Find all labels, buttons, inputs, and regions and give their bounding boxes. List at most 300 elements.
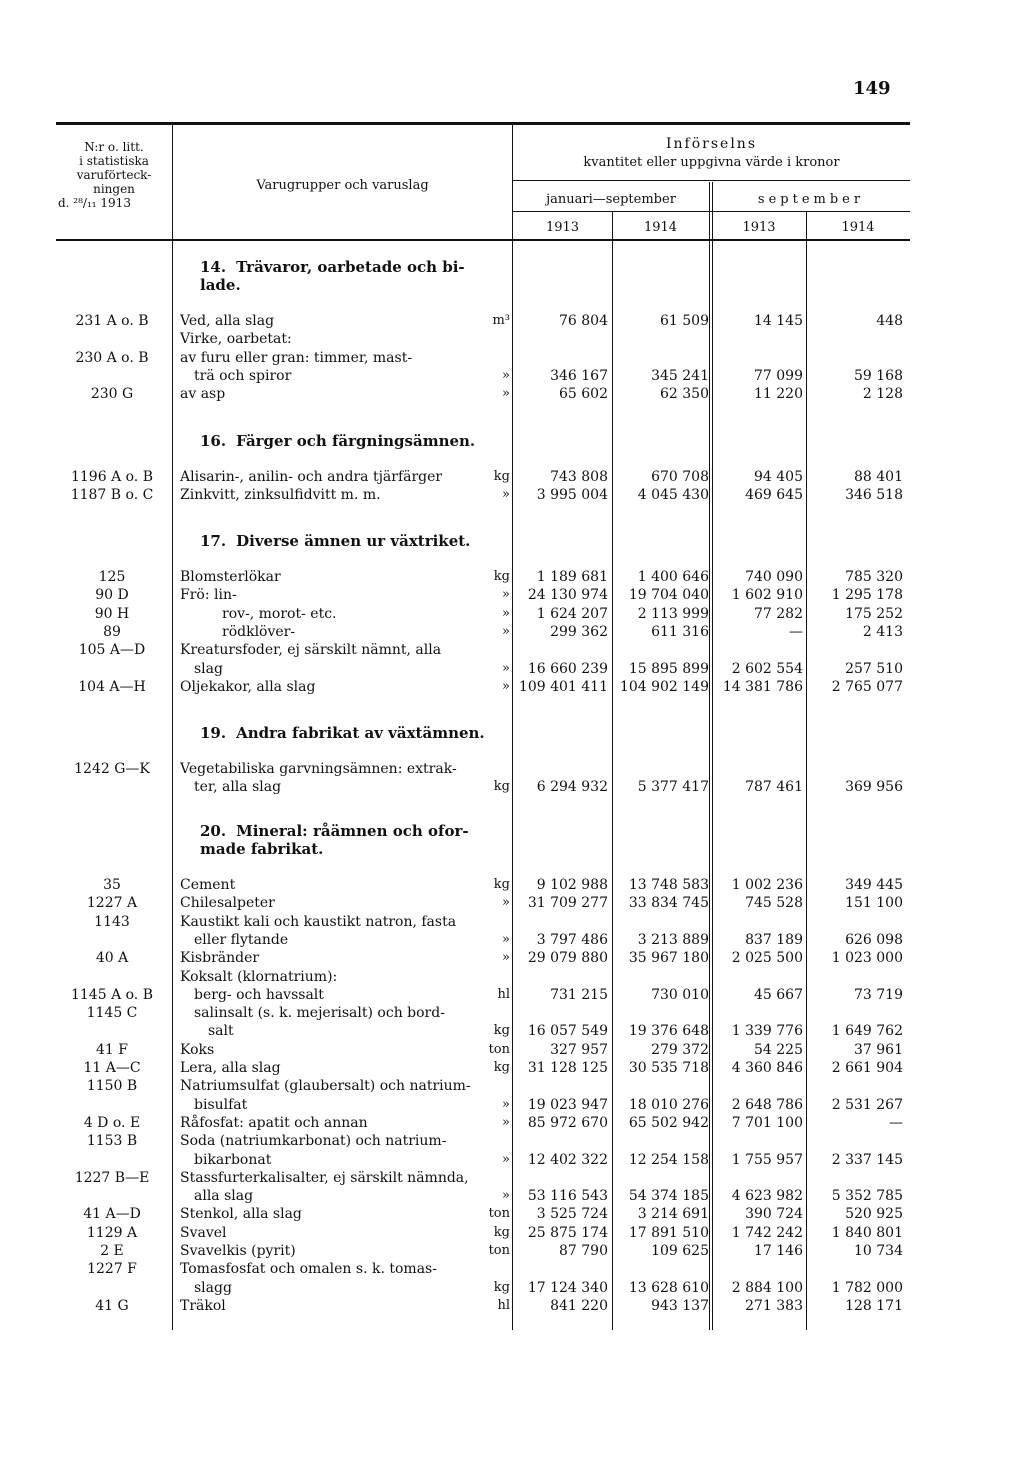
table-row bbox=[0, 1041, 1024, 1059]
row-unit: ton bbox=[488, 1206, 510, 1222]
value-cell: 24 130 974 bbox=[527, 587, 608, 604]
section-title: Mineral: råämnen och ofor- bbox=[236, 822, 469, 840]
value-cell: 104 902 149 bbox=[619, 678, 709, 695]
value-cell: 2 765 077 bbox=[831, 678, 903, 695]
value-cell: 18 010 276 bbox=[628, 1096, 709, 1113]
row-description bbox=[180, 1297, 480, 1315]
row-description bbox=[194, 367, 480, 385]
table-row bbox=[0, 1187, 1024, 1205]
value-cell: 6 294 932 bbox=[536, 779, 608, 796]
table-row bbox=[0, 949, 1024, 967]
row-label: av furu eller gran: timmer, mast- bbox=[180, 350, 415, 366]
row-unit: » bbox=[502, 660, 510, 676]
row-label: salt bbox=[208, 1023, 237, 1039]
table-row bbox=[0, 678, 1024, 696]
value-cell: 1 002 236 bbox=[731, 877, 803, 893]
header-bottom-rule bbox=[56, 239, 910, 241]
value-cell: 94 405 bbox=[754, 469, 803, 485]
row-label: Träkol bbox=[180, 1298, 229, 1314]
table-row bbox=[0, 1022, 1024, 1040]
value-cell: 109 401 411 bbox=[518, 678, 608, 695]
row-description bbox=[180, 1224, 480, 1242]
value-cell: 65 602 bbox=[559, 386, 608, 403]
row-label: alla slag bbox=[194, 1188, 256, 1204]
value-cell: 35 967 180 bbox=[628, 950, 709, 967]
header-import-title: Införselns bbox=[666, 136, 757, 152]
row-description bbox=[180, 385, 480, 403]
row-unit: kg bbox=[493, 1023, 510, 1039]
value-cell: 4 360 846 bbox=[731, 1060, 803, 1076]
table-row bbox=[0, 1297, 1024, 1315]
value-cell: 16 660 239 bbox=[527, 660, 608, 677]
row-label: rödklöver- bbox=[222, 624, 298, 640]
row-unit: » bbox=[502, 895, 510, 911]
row-code: 230 G bbox=[90, 386, 134, 403]
value-cell: 30 535 718 bbox=[628, 1060, 709, 1076]
dot-leader bbox=[194, 673, 480, 674]
value-cell: 19 023 947 bbox=[527, 1096, 608, 1113]
row-code: 1150 B bbox=[86, 1078, 138, 1095]
row-label: Cement bbox=[180, 877, 238, 893]
row-unit: » bbox=[502, 950, 510, 966]
value-cell: 76 804 bbox=[559, 313, 608, 329]
row-label: Alisarin-, anilin- och andra tjärfärger bbox=[180, 469, 445, 485]
table-row bbox=[0, 1205, 1024, 1223]
row-unit: kg bbox=[493, 1224, 510, 1240]
section-heading bbox=[200, 822, 515, 858]
row-description bbox=[194, 778, 480, 796]
value-cell: 109 625 bbox=[651, 1243, 709, 1259]
row-code: 230 A o. B bbox=[75, 349, 149, 366]
header-import-subtitle: kvantitet eller uppgivna värde i kronor bbox=[583, 155, 840, 170]
table-row bbox=[0, 349, 1024, 367]
table-row bbox=[0, 385, 1024, 403]
header-ref-line: i statistiska bbox=[79, 154, 149, 168]
row-description bbox=[180, 1260, 480, 1278]
header-year: 1913 bbox=[545, 220, 580, 235]
value-cell: 1 400 646 bbox=[637, 569, 709, 585]
row-label: rov-, morot- etc. bbox=[222, 606, 340, 622]
section-number: 19. bbox=[200, 724, 227, 742]
value-cell: 61 509 bbox=[660, 313, 709, 329]
section-number: 14. bbox=[200, 258, 227, 276]
row-description bbox=[180, 349, 480, 367]
row-description bbox=[180, 913, 480, 931]
value-cell: 2 648 786 bbox=[731, 1096, 803, 1113]
row-unit: kg bbox=[493, 1279, 510, 1295]
row-description bbox=[194, 1004, 480, 1022]
value-cell: 369 956 bbox=[845, 779, 903, 796]
row-unit: ton bbox=[488, 1243, 510, 1258]
table-row bbox=[0, 568, 1024, 586]
row-label: ter, alla slag bbox=[194, 779, 284, 795]
value-cell: 17 891 510 bbox=[628, 1224, 709, 1241]
section-number: 17. bbox=[200, 532, 227, 550]
row-description bbox=[208, 1022, 480, 1040]
header-ref-line: d. ²⁸/₁₁ 1913 bbox=[58, 196, 131, 210]
row-unit: » bbox=[502, 605, 510, 621]
value-cell: 17 124 340 bbox=[527, 1279, 608, 1296]
table-row bbox=[0, 968, 1024, 986]
page-number: 149 bbox=[853, 78, 891, 99]
table-row bbox=[0, 1242, 1024, 1260]
row-label: Natriumsulfat (glaubersalt) och natrium- bbox=[180, 1078, 474, 1094]
value-cell: 271 383 bbox=[745, 1297, 803, 1314]
row-description bbox=[180, 1205, 480, 1223]
table-row bbox=[0, 986, 1024, 1004]
row-label: Svavel bbox=[180, 1225, 230, 1241]
value-cell: 4 623 982 bbox=[731, 1188, 803, 1205]
value-cell: 77 282 bbox=[754, 605, 803, 622]
section-number: 16. bbox=[200, 432, 227, 450]
value-cell: 841 220 bbox=[550, 1297, 608, 1314]
row-label: Svavelkis (pyrit) bbox=[180, 1243, 299, 1259]
row-code: 1242 G—K bbox=[74, 761, 150, 777]
row-unit: » bbox=[502, 1096, 510, 1112]
value-cell: 128 171 bbox=[845, 1297, 903, 1314]
row-description bbox=[180, 312, 480, 330]
value-cell: 45 667 bbox=[754, 986, 803, 1003]
row-code: 1129 A bbox=[86, 1224, 138, 1241]
row-description bbox=[180, 949, 480, 967]
value-cell: — bbox=[889, 1114, 903, 1131]
table-row bbox=[0, 876, 1024, 894]
row-unit: hl bbox=[497, 986, 510, 1002]
header-ref-line: ningen bbox=[93, 182, 135, 196]
row-label: Blomsterlökar bbox=[180, 569, 284, 585]
value-cell: 2 413 bbox=[862, 623, 903, 640]
value-cell: 1 339 776 bbox=[731, 1023, 803, 1040]
row-unit: kg bbox=[493, 779, 510, 795]
row-code: 90 D bbox=[95, 587, 129, 604]
value-cell: 19 704 040 bbox=[628, 587, 709, 604]
import-subheader-rule bbox=[513, 180, 910, 181]
section-title: made fabrikat. bbox=[200, 840, 324, 858]
row-code: 104 A—H bbox=[78, 678, 146, 695]
row-unit: hl bbox=[497, 1297, 510, 1313]
value-cell: 73 719 bbox=[854, 986, 903, 1003]
value-cell: 14 381 786 bbox=[722, 678, 803, 695]
header-desc-col: Varugrupper och varuslag bbox=[256, 178, 429, 193]
value-cell: 53 116 543 bbox=[527, 1188, 608, 1205]
value-cell: 3 525 724 bbox=[536, 1206, 608, 1223]
value-cell: 3 995 004 bbox=[536, 487, 608, 504]
row-unit: kg bbox=[493, 469, 510, 484]
row-unit: kg bbox=[493, 877, 510, 892]
value-cell: 17 146 bbox=[754, 1243, 803, 1259]
value-cell: 12 402 322 bbox=[527, 1151, 608, 1168]
row-description bbox=[194, 986, 480, 1004]
value-cell: 2 602 554 bbox=[731, 660, 803, 677]
row-description bbox=[180, 1041, 480, 1059]
table-row bbox=[0, 931, 1024, 949]
value-cell: 2 025 500 bbox=[731, 950, 803, 967]
table-row bbox=[0, 367, 1024, 385]
row-description bbox=[222, 623, 480, 641]
value-cell: 4 045 430 bbox=[637, 487, 709, 504]
section-number: 20. bbox=[200, 822, 227, 840]
table-row bbox=[0, 586, 1024, 604]
row-description bbox=[180, 1059, 480, 1077]
row-label: Stassfurterkalisalter, ej särskilt nämnda, bbox=[180, 1170, 472, 1186]
row-label: salinsalt (s. k. mejerisalt) och bord- bbox=[194, 1005, 448, 1021]
value-cell: 943 137 bbox=[651, 1297, 709, 1314]
row-unit: kg bbox=[493, 569, 510, 584]
value-cell: 1 840 801 bbox=[831, 1224, 903, 1241]
row-code: 89 bbox=[103, 623, 121, 640]
row-label: berg- och havssalt bbox=[194, 987, 327, 1003]
value-cell: 390 724 bbox=[745, 1206, 803, 1223]
row-code: 2 E bbox=[100, 1243, 124, 1259]
value-cell: 1 624 207 bbox=[536, 605, 608, 622]
value-cell: 25 875 174 bbox=[527, 1224, 608, 1241]
value-cell: 33 834 745 bbox=[628, 895, 709, 912]
header-period-sep: september bbox=[757, 192, 865, 207]
value-cell: 299 362 bbox=[550, 623, 608, 640]
value-cell: 88 401 bbox=[854, 469, 903, 485]
row-code: 41 F bbox=[96, 1041, 128, 1058]
value-cell: 743 808 bbox=[550, 469, 608, 485]
value-cell: 151 100 bbox=[845, 895, 903, 912]
value-cell: 745 528 bbox=[745, 895, 803, 912]
row-code: 1227 B—E bbox=[74, 1169, 150, 1186]
row-description bbox=[194, 1096, 480, 1114]
value-cell: 469 645 bbox=[745, 487, 803, 504]
value-cell: 2 661 904 bbox=[831, 1060, 903, 1076]
row-description bbox=[194, 1279, 480, 1297]
row-label: Ved, alla slag bbox=[180, 313, 277, 329]
section-heading bbox=[200, 724, 515, 742]
value-cell: 448 bbox=[876, 313, 903, 329]
table-row bbox=[0, 486, 1024, 504]
value-cell: 31 709 277 bbox=[527, 895, 608, 912]
value-cell: 730 010 bbox=[651, 986, 709, 1003]
row-code: 1227 A bbox=[86, 895, 138, 912]
row-code: 1153 B bbox=[86, 1133, 138, 1150]
value-cell: 327 957 bbox=[550, 1041, 608, 1058]
table-row bbox=[0, 1151, 1024, 1169]
row-description bbox=[180, 894, 480, 912]
table-row bbox=[0, 760, 1024, 778]
row-label: Zinkvitt, zinksulfidvitt m. m. bbox=[180, 487, 384, 503]
value-cell: 11 220 bbox=[754, 386, 803, 403]
row-code: 40 A bbox=[95, 950, 129, 967]
value-cell: 670 708 bbox=[651, 469, 709, 485]
row-label: Råfosfat: apatit och annan bbox=[180, 1115, 371, 1131]
value-cell: 13 628 610 bbox=[628, 1279, 709, 1296]
value-cell: 12 254 158 bbox=[628, 1151, 709, 1168]
dot-leader bbox=[194, 1292, 480, 1293]
row-unit: » bbox=[502, 1151, 510, 1167]
value-cell: 1 742 242 bbox=[731, 1224, 803, 1241]
value-cell: 349 445 bbox=[845, 877, 903, 893]
value-cell: 626 098 bbox=[845, 931, 903, 948]
table-row bbox=[0, 1004, 1024, 1022]
value-cell: 13 748 583 bbox=[628, 877, 709, 893]
row-description bbox=[194, 931, 480, 949]
row-code: 1187 B o. C bbox=[70, 487, 154, 504]
row-description bbox=[180, 1242, 480, 1260]
row-unit: » bbox=[502, 386, 510, 402]
row-label: Tomasfosfat och omalen s. k. tomas- bbox=[180, 1261, 440, 1277]
header-year: 1913 bbox=[742, 220, 776, 235]
section-heading bbox=[200, 432, 515, 450]
table-row bbox=[0, 1096, 1024, 1114]
value-cell: 1 023 000 bbox=[831, 950, 903, 967]
value-cell: 346 518 bbox=[845, 487, 903, 504]
value-cell: 54 225 bbox=[754, 1041, 803, 1058]
value-cell: 14 145 bbox=[754, 313, 803, 329]
row-label: Virke, oarbetat: bbox=[180, 331, 295, 347]
value-cell: 15 895 899 bbox=[628, 660, 709, 677]
section-heading bbox=[200, 532, 515, 550]
table-row bbox=[0, 623, 1024, 641]
value-cell: 1 649 762 bbox=[831, 1023, 903, 1040]
row-unit: » bbox=[502, 623, 510, 639]
value-cell: 3 214 691 bbox=[637, 1206, 709, 1223]
row-unit: » bbox=[502, 1114, 510, 1130]
row-description bbox=[180, 1169, 480, 1187]
table-row bbox=[0, 894, 1024, 912]
row-description bbox=[180, 468, 480, 486]
header-ref-line: N:r o. litt. bbox=[84, 140, 144, 154]
value-cell: 2 337 145 bbox=[831, 1151, 903, 1168]
value-cell: 611 316 bbox=[651, 623, 709, 640]
table-row bbox=[0, 1260, 1024, 1278]
header-ref-line: varuförteck- bbox=[76, 168, 152, 182]
row-label: bisulfat bbox=[194, 1097, 250, 1113]
header-year: 1914 bbox=[841, 220, 875, 235]
row-code: 90 H bbox=[94, 605, 130, 622]
value-cell: 731 215 bbox=[550, 986, 608, 1003]
row-description bbox=[180, 1077, 480, 1095]
row-unit: m³ bbox=[492, 313, 510, 328]
row-unit: » bbox=[502, 931, 510, 947]
row-label: Oljekakor, alla slag bbox=[180, 679, 318, 695]
row-code: 1227 F bbox=[87, 1261, 137, 1278]
row-label: Stenkol, alla slag bbox=[180, 1206, 305, 1222]
value-cell: 257 510 bbox=[845, 660, 903, 677]
row-code: 105 A—D bbox=[78, 642, 146, 659]
value-cell: 3 213 889 bbox=[637, 931, 709, 948]
value-cell: 175 252 bbox=[845, 605, 903, 622]
value-cell: 2 113 999 bbox=[637, 605, 709, 622]
section-heading bbox=[200, 258, 515, 294]
row-label: av asp bbox=[180, 386, 228, 402]
row-code: 231 A o. B bbox=[75, 313, 149, 329]
section-title: Färger och färgningsämnen. bbox=[236, 432, 476, 450]
value-cell: 837 189 bbox=[745, 931, 803, 948]
row-code: 1145 A o. B bbox=[70, 986, 153, 1003]
row-code: 1196 A o. B bbox=[70, 469, 153, 485]
value-cell: 2 128 bbox=[862, 386, 903, 403]
row-code: 41 G bbox=[95, 1297, 129, 1314]
row-label: Kreatursfoder, ej särskilt nämnt, alla bbox=[180, 642, 444, 658]
row-code: 1143 bbox=[94, 913, 130, 930]
table-row bbox=[0, 1114, 1024, 1132]
row-description bbox=[180, 586, 480, 604]
value-cell: 37 961 bbox=[854, 1041, 903, 1058]
table-row bbox=[0, 330, 1024, 348]
row-code: 1145 C bbox=[86, 1005, 138, 1022]
table-row bbox=[0, 312, 1024, 330]
section-title: lade. bbox=[200, 276, 241, 294]
value-cell: 1 782 000 bbox=[831, 1279, 903, 1296]
row-label: Vegetabiliska garvningsämnen: extrak- bbox=[180, 761, 460, 777]
row-label: slag bbox=[194, 661, 226, 677]
row-code: 125 bbox=[98, 569, 126, 585]
row-label: Chilesalpeter bbox=[180, 895, 278, 911]
value-cell: 62 350 bbox=[660, 386, 709, 403]
value-cell: 3 797 486 bbox=[536, 931, 608, 948]
row-label: Soda (natriumkarbonat) och natrium- bbox=[180, 1133, 449, 1149]
row-label: Koks bbox=[180, 1042, 217, 1058]
header-year: 1914 bbox=[643, 220, 678, 235]
table-row bbox=[0, 1059, 1024, 1077]
value-cell: 279 372 bbox=[651, 1041, 709, 1058]
value-cell: 31 128 125 bbox=[527, 1060, 608, 1076]
row-label: Koksalt (klornatrium): bbox=[180, 969, 340, 985]
value-cell: 65 502 942 bbox=[628, 1114, 709, 1131]
row-label: Kaustikt kali och kaustikt natron, fasta bbox=[180, 914, 459, 930]
row-description bbox=[194, 660, 480, 678]
dot-leader bbox=[180, 1054, 480, 1055]
row-unit: » bbox=[502, 487, 510, 503]
value-cell: 29 079 880 bbox=[527, 950, 608, 967]
row-description bbox=[180, 678, 480, 696]
value-cell: 520 925 bbox=[845, 1206, 903, 1223]
header-top-rule bbox=[56, 122, 910, 125]
dot-leader bbox=[208, 1035, 480, 1036]
value-cell: 345 241 bbox=[651, 367, 709, 384]
row-unit: » bbox=[502, 678, 510, 694]
row-unit: kg bbox=[493, 1060, 510, 1075]
table-row bbox=[0, 913, 1024, 931]
row-description bbox=[194, 1151, 480, 1169]
value-cell: 1 602 910 bbox=[731, 587, 803, 604]
value-cell: 2 884 100 bbox=[731, 1279, 803, 1296]
section-title: Diverse ämnen ur växtriket. bbox=[236, 532, 471, 550]
row-code: 41 A—D bbox=[83, 1206, 141, 1223]
row-label: Frö: lin- bbox=[180, 587, 240, 603]
row-code: 4 D o. E bbox=[83, 1114, 141, 1131]
value-cell: 77 099 bbox=[754, 367, 803, 384]
value-cell: 10 734 bbox=[854, 1243, 903, 1259]
value-cell: 1 295 178 bbox=[831, 587, 903, 604]
row-description bbox=[180, 760, 480, 778]
row-description bbox=[180, 486, 480, 504]
row-description bbox=[222, 605, 480, 623]
table-row bbox=[0, 1169, 1024, 1187]
value-cell: — bbox=[789, 623, 803, 640]
value-cell: 54 374 185 bbox=[628, 1188, 709, 1205]
section-title: Andra fabrikat av växtämnen. bbox=[236, 724, 485, 742]
table-row bbox=[0, 605, 1024, 623]
row-label: Lera, alla slag bbox=[180, 1060, 284, 1076]
row-description bbox=[180, 330, 480, 348]
value-cell: 87 790 bbox=[559, 1243, 608, 1259]
row-unit: ton bbox=[488, 1041, 510, 1057]
row-description bbox=[180, 568, 480, 586]
row-unit: » bbox=[502, 1188, 510, 1204]
section-title: Trävaror, oarbetade och bi- bbox=[236, 258, 465, 276]
table-row bbox=[0, 1132, 1024, 1150]
row-description bbox=[194, 1187, 480, 1205]
row-unit: » bbox=[502, 367, 510, 383]
value-cell: 787 461 bbox=[745, 779, 803, 796]
value-cell: 1 189 681 bbox=[536, 569, 608, 585]
table-row bbox=[0, 1279, 1024, 1297]
